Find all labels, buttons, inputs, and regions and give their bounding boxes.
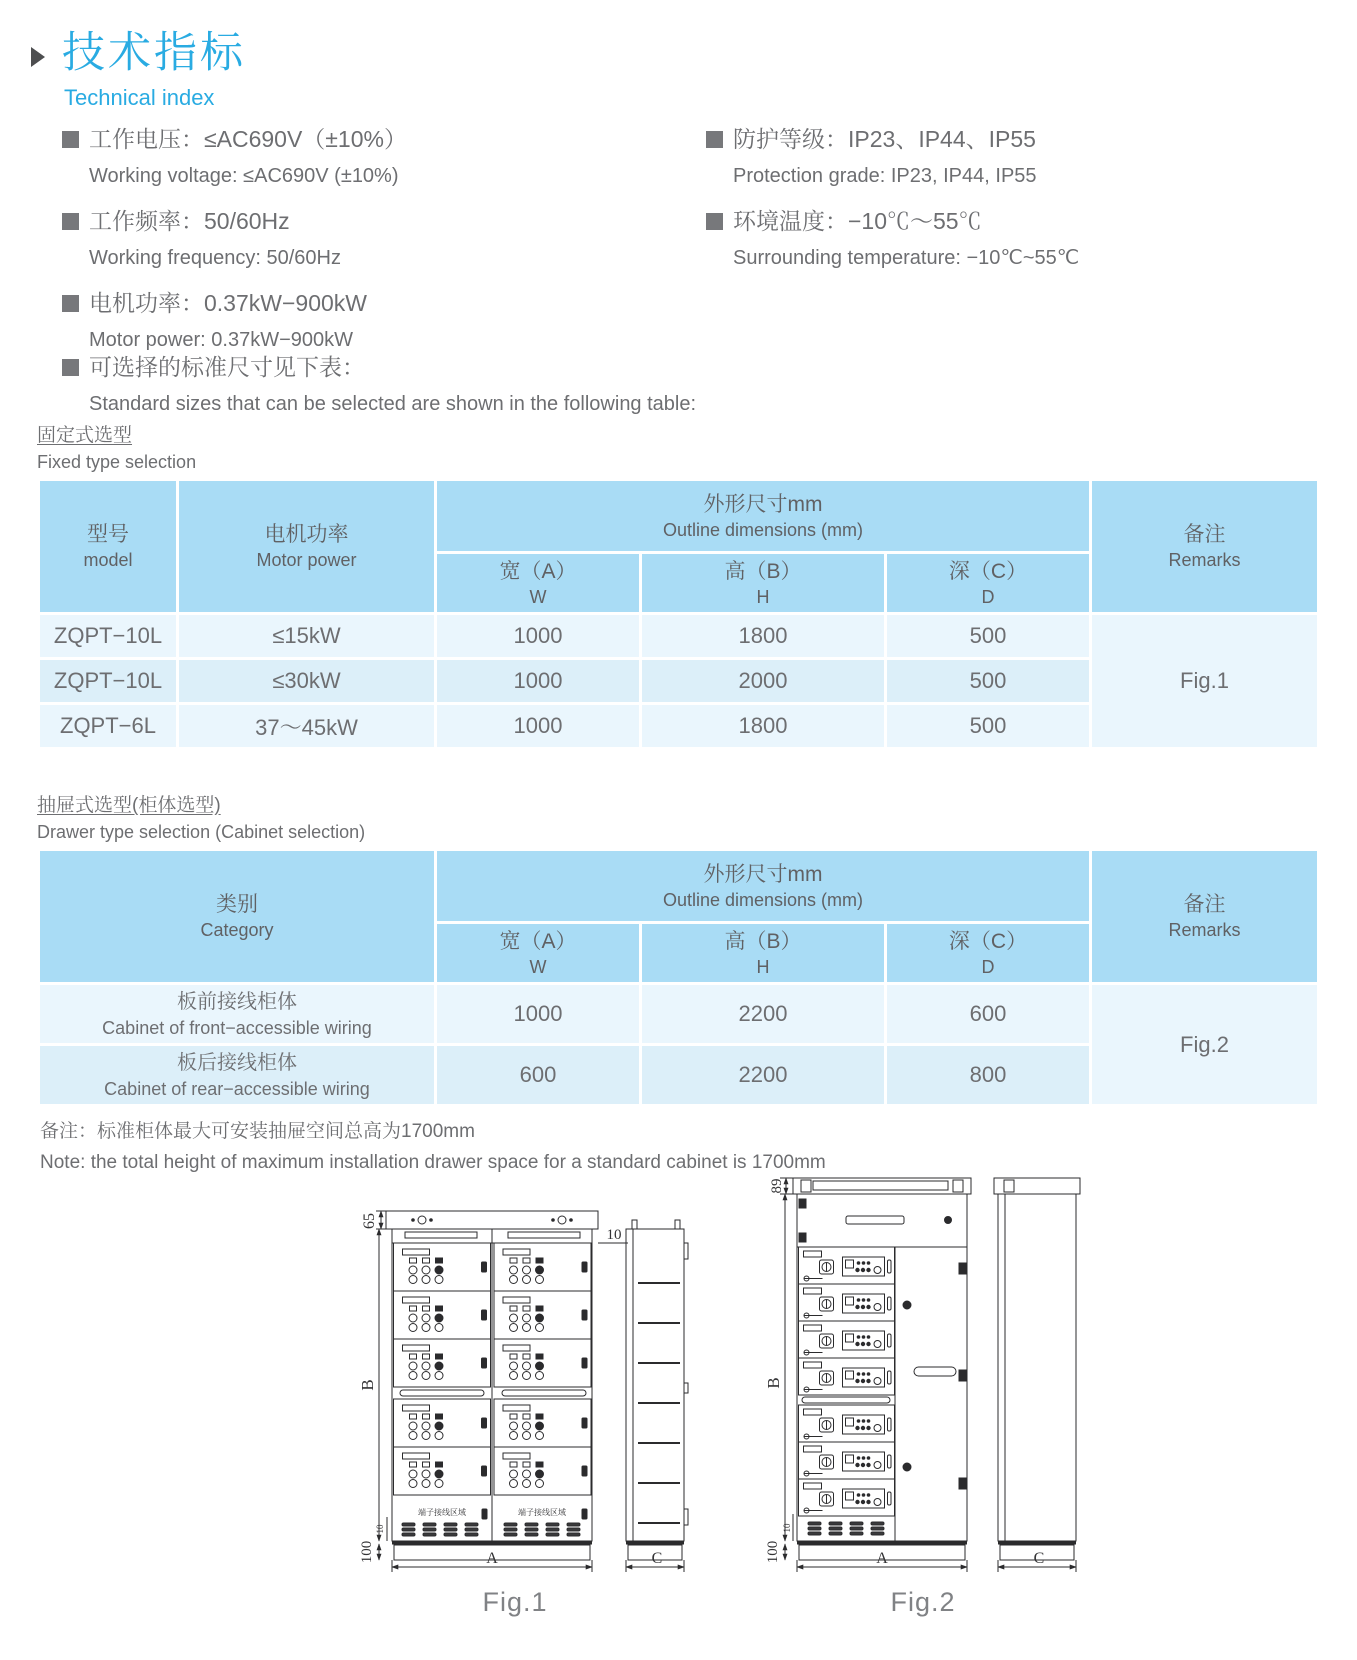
header-cn: 电机功率 [264,523,349,546]
header-en: D [981,956,995,977]
table-header-row [40,851,1317,921]
category-en: Cabinet of rear−accessible wiring [104,1078,370,1099]
spec-en-text: Standard sizes that can be selected are shown in the following table: [89,393,697,415]
fixed-type-table [37,478,1320,750]
cell-model: ZQPT−10L [40,660,176,702]
spec-en-text: Motor power: 0.37kW−900kW [89,329,353,351]
cell-width: 1000 [437,615,639,657]
col-header-outline-dimensions [437,851,1089,921]
header-cn: 深（C） [948,929,1028,953]
header-en: W [529,956,547,977]
cell-category [40,1046,434,1104]
cell-width: 1000 [437,660,639,702]
cell-remarks: Fig.2 [1092,985,1317,1104]
table-row [40,615,1317,657]
section-arrow-icon [31,47,45,67]
category-cn: 板前接线柜体 [177,990,297,1013]
col-header-height [642,924,884,982]
spec-motor-power [62,286,662,355]
cell-height: 2200 [642,1046,884,1104]
cell-power: ≤15kW [179,615,434,657]
square-bullet-icon [62,359,79,376]
fig1-width-label: A [486,1550,498,1567]
col-header-motor-power [179,481,434,612]
header-en: Motor power [256,550,357,570]
fig1-side-view [626,1220,688,1560]
header-cn: 宽（A） [499,929,577,953]
header-en: D [981,586,995,607]
col-header-height [642,554,884,612]
cell-model: ZQPT−10L [40,615,176,657]
fig2-side-view [994,1178,1080,1560]
header-en: Category [200,920,274,940]
header-en: Outline dimensions (mm) [662,889,864,910]
header-cn: 深（C） [948,559,1028,583]
col-header-width [437,554,639,612]
col-header-outline-dimensions [437,481,1089,551]
header-cn: 外形尺寸mm [703,862,823,886]
col-header-depth [887,554,1089,612]
spec-standard-sizes-note [62,350,962,419]
col-header-model [40,481,176,612]
fig1-drawing [330,1133,700,1581]
fig1-cap-height-label: 65 [361,1213,378,1229]
col-header-remarks [1092,851,1317,982]
cell-width: 1000 [437,985,639,1043]
header-cn: 备注 [1183,523,1226,546]
cell-height: 2000 [642,660,884,702]
fig1-caption: Fig.1 [482,1587,548,1617]
cell-power: 37～45kW [179,705,434,747]
fig2-caption: Fig.2 [890,1587,956,1617]
header-cn: 型号 [87,523,129,546]
section-label-en: Fixed type selection [37,452,197,472]
cell-remarks: Fig.1 [1092,615,1317,747]
table-header-row [40,481,1317,551]
spec-cn-text: 工作频率：50/60Hz [89,208,290,234]
cell-depth: 500 [887,705,1089,747]
fig2-depth-label: C [1033,1550,1045,1567]
spec-working-voltage [62,122,662,191]
drawer-type-table [37,848,1320,1107]
spec-working-frequency [62,204,662,273]
fig2-plinth-height-label: 100 [765,1540,781,1564]
header-cn: 类别 [216,893,258,916]
cell-depth: 500 [887,615,1089,657]
cell-depth: 800 [887,1046,1089,1104]
fig1-terminal-area-label: 端子接线区域 [418,1508,466,1517]
square-bullet-icon [706,131,723,148]
spec-column-left [62,122,662,368]
header-en: Remarks [1168,550,1241,570]
fig1-terminal-area-label: 端子接线区域 [518,1508,566,1517]
square-bullet-icon [62,213,79,230]
fig1-plinth-height-label: 100 [359,1540,375,1564]
cell-depth: 600 [887,985,1089,1043]
fig1-vent-dim-label: 10 [375,1524,385,1534]
section-label-cn: 抽屉式选型(柜体选型) [37,795,221,816]
header-en: Remarks [1168,920,1241,940]
cell-width: 600 [437,1046,639,1104]
page-title: 技术指标 [62,29,246,77]
header-cn: 高（B） [724,559,802,583]
fig2-height-label: B [764,1377,783,1389]
section-label-cn: 固定式选型 [37,425,133,446]
figure-1 [330,1133,700,1618]
square-bullet-icon [706,213,723,230]
header-en: Outline dimensions (mm) [662,519,864,540]
table-row [40,985,1317,1043]
header-cn: 外形尺寸mm [703,492,823,516]
header-en: H [756,586,770,607]
category-en: Cabinet of front−accessible wiring [102,1017,372,1038]
fig1-front-view [386,1211,598,1560]
col-header-remarks [1092,481,1317,612]
col-header-depth [887,924,1089,982]
cell-width: 1000 [437,705,639,747]
fig1-top-gap-label: 10 [606,1227,622,1243]
spec-cn-text: 防护等级：IP23、IP44、IP55 [733,126,1036,152]
fig2-width-label: A [876,1550,888,1567]
spec-cn-text: 可选择的标准尺寸见下表： [89,354,365,380]
header-en: W [529,586,547,607]
fig2-cap-height-label: 89 [769,1178,785,1194]
drawer-type-section-label [37,792,365,845]
col-header-category [40,851,434,982]
cell-power: ≤30kW [179,660,434,702]
spec-en-text: Surrounding temperature: −10℃~55℃ [733,247,1080,269]
fig1-height-label: B [358,1379,377,1391]
cell-model: ZQPT−6L [40,705,176,747]
spec-cn-text: 电机功率：0.37kW−900kW [89,290,367,316]
spec-en-text: Working voltage: ≤AC690V (±10%) [89,165,399,187]
section-label-en: Drawer type selection (Cabinet selection) [37,822,366,842]
cell-height: 2200 [642,985,884,1043]
footnote-cn: 备注：标准柜体最大可安装抽屉空间总高为1700mm [40,1121,475,1142]
spec-en-text: Working frequency: 50/60Hz [89,247,341,269]
fig2-front-view [793,1178,971,1560]
fig2-vent-dim-label: 10 [782,1523,792,1533]
header-en: model [83,550,133,570]
fig1-depth-label: C [651,1550,663,1567]
category-cn: 板后接线柜体 [177,1051,297,1074]
spec-surrounding-temperature [706,204,1306,273]
spec-cn-text: 工作电压：≤AC690V（±10%） [89,126,407,152]
header-cn: 高（B） [724,929,802,953]
spec-protection-grade [706,122,1306,191]
square-bullet-icon [62,295,79,312]
spec-en-text: Protection grade: IP23, IP44, IP55 [733,165,1037,187]
col-header-width [437,924,639,982]
fig2-drawing [698,1133,1090,1581]
cell-height: 1800 [642,615,884,657]
page-subtitle: Technical index [64,85,215,110]
header-en: H [756,956,770,977]
spec-column-right [706,122,1306,286]
cell-height: 1800 [642,705,884,747]
square-bullet-icon [62,131,79,148]
spec-cn-text: 环境温度：−10℃～55℃ [733,208,982,234]
header-cn: 宽（A） [499,559,577,583]
cell-depth: 500 [887,660,1089,702]
figure-2 [698,1133,1090,1618]
fixed-type-section-label [37,422,196,475]
header-cn: 备注 [1183,893,1226,916]
cell-category [40,985,434,1043]
footnote-en: Note: the total height of maximum installation drawer space for a standard cabinet is 1700mm [40,1152,826,1173]
